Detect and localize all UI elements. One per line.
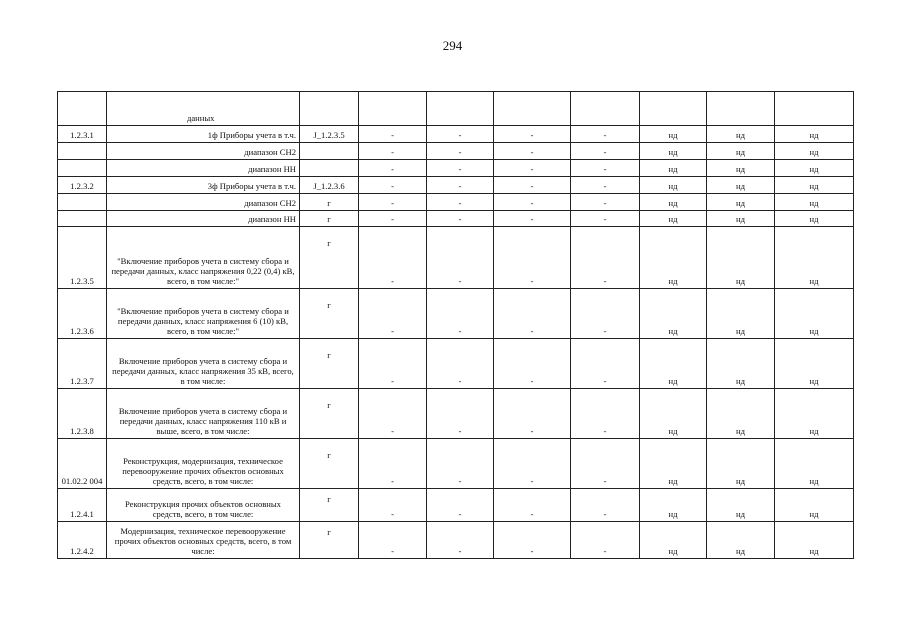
value-cell [640, 92, 707, 126]
table-row [58, 211, 854, 227]
value-cell: нд [707, 160, 775, 177]
value-cell: - [494, 439, 571, 489]
unit-cell: г [300, 439, 359, 489]
value-cell: нд [640, 439, 707, 489]
value-cell: - [359, 289, 427, 339]
value-cell: нд [707, 389, 775, 439]
table-row-header-continuation [58, 92, 854, 126]
value-cell: - [427, 126, 494, 143]
value-cell: - [359, 143, 427, 160]
value-cell: - [571, 143, 640, 160]
value-cell: - [571, 160, 640, 177]
value-cell: - [494, 489, 571, 522]
value-cell: - [359, 339, 427, 389]
value-cell: - [571, 389, 640, 439]
value-cell: нд [775, 160, 854, 177]
unit-cell [300, 92, 359, 126]
value-cell: - [427, 389, 494, 439]
unit-cell: г [300, 339, 359, 389]
table-row [58, 194, 854, 211]
value-cell: - [427, 194, 494, 211]
value-cell: нд [640, 126, 707, 143]
value-cell: нд [640, 194, 707, 211]
value-cell: - [359, 211, 427, 227]
value-cell: нд [640, 489, 707, 522]
value-cell: нд [640, 160, 707, 177]
unit-cell: г [300, 211, 359, 227]
value-cell: - [571, 194, 640, 211]
value-cell [359, 92, 427, 126]
unit-cell [300, 160, 359, 177]
name-text: данных [187, 113, 215, 124]
value-cell: - [427, 143, 494, 160]
value-cell: - [359, 160, 427, 177]
value-cell: - [359, 177, 427, 194]
code-cell: 1.2.4.2 [58, 522, 107, 559]
value-cell: - [427, 522, 494, 559]
name-cell: диапазон СН2 [107, 194, 300, 211]
code-cell [58, 92, 107, 126]
value-cell: - [571, 439, 640, 489]
unit-cell: г [300, 194, 359, 211]
value-cell: - [494, 227, 571, 289]
value-cell: нд [775, 289, 854, 339]
code-cell: 1.2.3.5 [58, 227, 107, 289]
table-row [58, 522, 854, 559]
value-cell: - [359, 194, 427, 211]
value-cell: - [494, 160, 571, 177]
value-cell: - [359, 126, 427, 143]
code-cell: 01.02.2 004 [58, 439, 107, 489]
value-cell: - [494, 339, 571, 389]
value-cell: - [427, 177, 494, 194]
unit-cell: г [300, 522, 359, 559]
value-cell [775, 92, 854, 126]
value-cell: - [494, 389, 571, 439]
value-cell: нд [775, 439, 854, 489]
code-cell [58, 160, 107, 177]
value-cell: - [571, 489, 640, 522]
value-cell: - [494, 289, 571, 339]
value-cell: нд [640, 227, 707, 289]
table-row [58, 439, 854, 489]
code-cell [58, 194, 107, 211]
code-cell: 1.2.3.6 [58, 289, 107, 339]
code-cell: 1.2.4.1 [58, 489, 107, 522]
value-cell: - [494, 126, 571, 143]
table-row [58, 389, 854, 439]
value-cell: - [359, 522, 427, 559]
value-cell [427, 92, 494, 126]
table-row [58, 143, 854, 160]
value-cell: нд [640, 211, 707, 227]
value-cell: нд [707, 289, 775, 339]
name-cell: Включение приборов учета в систему сбора и передачи данных, класс напряжения 110 кВ и выше, всего, в том числе: [107, 389, 300, 439]
name-cell: Модернизация, техническое перевооружение прочих объектов основных средств, всего, в том числе: [107, 522, 300, 559]
value-cell: - [571, 211, 640, 227]
value-cell: нд [707, 227, 775, 289]
name-cell: "Включение приборов учета в систему сбора и передачи данных, класс напряжения 6 (10) кВ, всего, в том числе:" [107, 289, 300, 339]
table-row [58, 126, 854, 143]
value-cell [494, 92, 571, 126]
table-row [58, 339, 854, 389]
unit-cell: г [300, 389, 359, 439]
page-number: 294 [442, 38, 463, 53]
value-cell: нд [640, 389, 707, 439]
table-row [58, 489, 854, 522]
value-cell: - [571, 227, 640, 289]
code-cell [58, 143, 107, 160]
value-cell: - [571, 522, 640, 559]
value-cell: - [427, 289, 494, 339]
table-row [58, 289, 854, 339]
value-cell: нд [775, 227, 854, 289]
value-cell: нд [707, 211, 775, 227]
unit-cell: г [300, 289, 359, 339]
name-cell: Включение приборов учета в систему сбора и передачи данных, класс напряжения 35 кВ, всего, в том числе: [107, 339, 300, 389]
value-cell: - [571, 339, 640, 389]
value-cell: - [571, 289, 640, 339]
value-cell: нд [775, 522, 854, 559]
value-cell: - [359, 389, 427, 439]
value-cell: - [427, 211, 494, 227]
code-cell: 1.2.3.7 [58, 339, 107, 389]
value-cell: - [359, 489, 427, 522]
value-cell: нд [640, 339, 707, 389]
name-cell: диапазон НН [107, 211, 300, 227]
unit-cell: J_1.2.3.6 [300, 177, 359, 194]
value-cell: нд [707, 439, 775, 489]
code-cell: 1.2.3.8 [58, 389, 107, 439]
value-cell: нд [707, 126, 775, 143]
table-row [58, 160, 854, 177]
value-cell: нд [775, 177, 854, 194]
code-cell [58, 211, 107, 227]
value-cell: - [427, 227, 494, 289]
value-cell: - [427, 439, 494, 489]
name-cell: 3ф Приборы учета в т.ч. [107, 177, 300, 194]
unit-cell: J_1.2.3.5 [300, 126, 359, 143]
value-cell: нд [775, 126, 854, 143]
table-row [58, 227, 854, 289]
value-cell: нд [640, 177, 707, 194]
value-cell: нд [640, 289, 707, 339]
name-cell: диапазон НН [107, 160, 300, 177]
name-cell: Реконструкция прочих объектов основных средств, всего, в том числе: [107, 489, 300, 522]
value-cell: нд [775, 194, 854, 211]
value-cell: нд [775, 143, 854, 160]
value-cell: - [494, 211, 571, 227]
value-cell: - [494, 143, 571, 160]
value-cell: - [494, 177, 571, 194]
value-cell: - [571, 177, 640, 194]
unit-cell: г [300, 227, 359, 289]
name-cell: диапазон СН2 [107, 143, 300, 160]
value-cell: нд [707, 522, 775, 559]
value-cell: нд [640, 143, 707, 160]
table-row [58, 177, 854, 194]
value-cell: нд [707, 194, 775, 211]
value-cell: - [494, 194, 571, 211]
value-cell: нд [775, 211, 854, 227]
unit-cell: г [300, 489, 359, 522]
value-cell: - [359, 227, 427, 289]
name-cell: "Включение приборов учета в систему сбора и передачи данных, класс напряжения 0,22 (0,4) кВ, всего, в том числе:" [107, 227, 300, 289]
code-cell: 1.2.3.1 [58, 126, 107, 143]
value-cell: - [427, 160, 494, 177]
name-cell: 1ф Приборы учета в т.ч. [107, 126, 300, 143]
value-cell [571, 92, 640, 126]
name-cell: Реконструкция, модернизация, техническое перевооружение прочих объектов основных средств, всего, в том числе: [107, 439, 300, 489]
name-cell [107, 92, 300, 126]
value-cell: нд [707, 143, 775, 160]
value-cell: - [359, 439, 427, 489]
value-cell: нд [775, 339, 854, 389]
data-table [57, 91, 854, 559]
value-cell: - [571, 126, 640, 143]
value-cell: нд [775, 389, 854, 439]
value-cell: - [427, 339, 494, 389]
value-cell: нд [707, 177, 775, 194]
unit-cell [300, 143, 359, 160]
value-cell: нд [707, 489, 775, 522]
value-cell: - [427, 489, 494, 522]
value-cell: нд [640, 522, 707, 559]
value-cell: - [494, 522, 571, 559]
value-cell: нд [775, 489, 854, 522]
value-cell [707, 92, 775, 126]
code-cell: 1.2.3.2 [58, 177, 107, 194]
value-cell: нд [707, 339, 775, 389]
